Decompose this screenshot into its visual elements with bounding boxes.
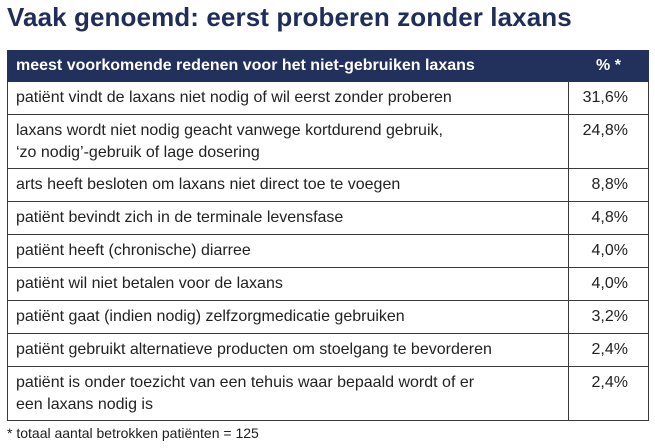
table-row [8, 202, 649, 235]
table-row [8, 82, 649, 115]
table-row [8, 268, 649, 301]
row-percentage: 4,0% [569, 235, 649, 268]
row-reason: patiënt heeft (chronische) diarree [8, 235, 569, 268]
row-reason: patiënt gaat (indien nodig) zelfzorgmedicatie gebruiken [8, 301, 569, 334]
reasons-table [7, 50, 649, 421]
row-reason: patiënt bevindt zich in de terminale levensfase [8, 202, 569, 235]
row-reason-line: patiënt is onder toezicht van een tehuis waar bepaald wordt of er [16, 374, 475, 391]
row-percentage: 4,8% [569, 202, 649, 235]
row-reason-line: laxans wordt niet nodig geacht vanwege kortdurend gebruik, [16, 122, 443, 139]
page-title: Vaak genoemd: eerst proberen zonder laxans [7, 2, 572, 32]
row-percentage: 3,2% [569, 301, 649, 334]
row-percentage: 4,0% [569, 268, 649, 301]
table-row [8, 301, 649, 334]
table-row [8, 115, 649, 169]
table-row [8, 235, 649, 268]
row-reason-line: een laxans nodig is [16, 396, 153, 413]
table-row [8, 169, 649, 202]
row-percentage: 24,8% [569, 115, 649, 169]
row-reason [8, 115, 569, 169]
footnote: * totaal aantal betrokken patiënten = 125 [7, 425, 259, 441]
table-header-row [8, 51, 649, 82]
table-row [8, 334, 649, 367]
header-percentage: % * [569, 51, 649, 82]
row-percentage: 8,8% [569, 169, 649, 202]
row-reason: arts heeft besloten om laxans niet direct toe te voegen [8, 169, 569, 202]
row-reason-line: ‘zo nodig’-gebruik of lage dosering [16, 144, 260, 161]
row-reason [8, 367, 569, 421]
header-reason: meest voorkomende redenen voor het niet-gebruiken laxans [8, 51, 569, 82]
row-percentage: 2,4% [569, 367, 649, 421]
row-reason: patiënt vindt de laxans niet nodig of wil eerst zonder proberen [8, 82, 569, 115]
row-reason: patiënt wil niet betalen voor de laxans [8, 268, 569, 301]
row-percentage: 31,6% [569, 82, 649, 115]
table-row [8, 367, 649, 421]
row-percentage: 2,4% [569, 334, 649, 367]
row-reason: patiënt gebruikt alternatieve producten om stoelgang te bevorderen [8, 334, 569, 367]
